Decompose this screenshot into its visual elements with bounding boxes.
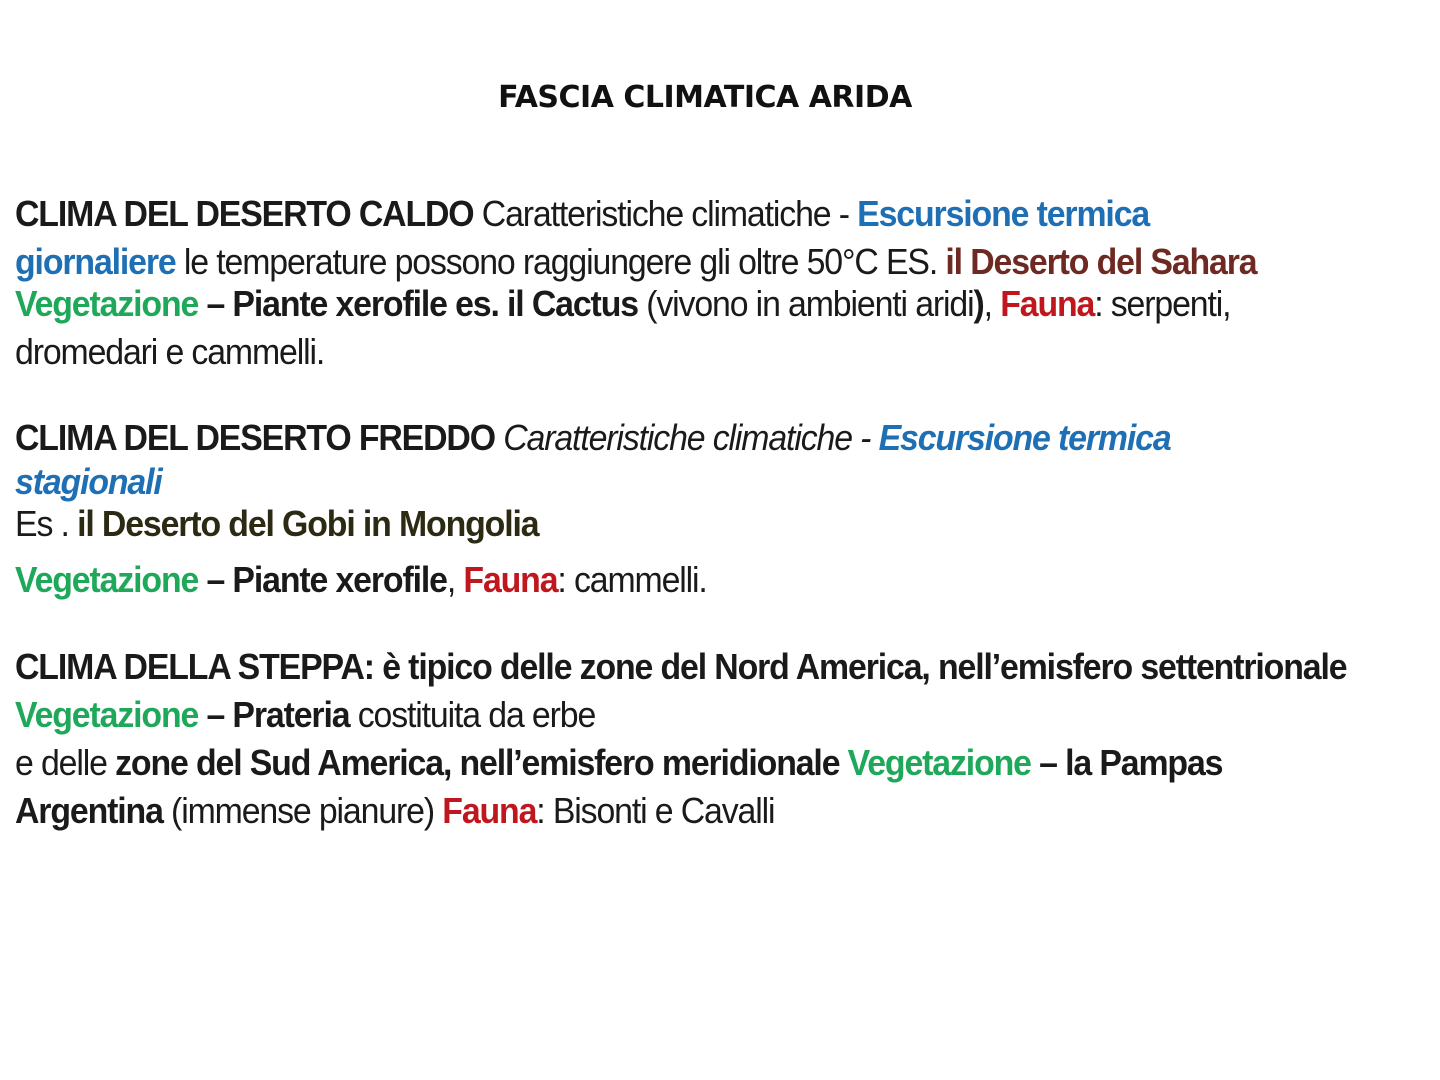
freddo-comma: ,	[446, 559, 464, 600]
steppa-line4-bold: Argentina	[15, 790, 163, 831]
caldo-heading: CLIMA DEL DESERTO CALDO	[15, 193, 474, 234]
steppa-veg-dash-1: – Prateria	[198, 694, 350, 735]
steppa-heading: CLIMA DELLA STEPPA: è tipico delle zone del Nord America, nell’emisfero settentrionale	[15, 646, 1347, 687]
freddo-example: il Deserto del Gobi in Mongolia	[77, 503, 539, 544]
caldo-example: il Deserto del Sahara	[945, 241, 1257, 282]
steppa-veg-dash-2: – la Pampas	[1030, 742, 1223, 783]
page-title: FASCIA CLIMATICA ARIDA	[498, 80, 912, 115]
freddo-fauna-label: Fauna	[463, 559, 558, 600]
caldo-escursione-1: Escursione termica	[857, 193, 1150, 234]
caldo-line-1	[15, 190, 1340, 238]
caldo-subtitle: Caratteristiche climatiche -	[473, 193, 858, 234]
caldo-veg-dash: – Piante xerofile es. il Cactus	[198, 283, 638, 324]
freddo-heading: CLIMA DEL DESERTO FREDDO	[15, 417, 495, 458]
section-deserto-caldo	[15, 190, 1340, 376]
steppa-line4-text: (immense pianure)	[162, 790, 443, 831]
caldo-fauna-label: Fauna	[1000, 283, 1095, 324]
steppa-fauna-text: : Bisonti e Cavalli	[536, 790, 775, 831]
freddo-line-4	[15, 556, 1340, 604]
caldo-fauna-text-2: dromedari e cammelli.	[15, 331, 325, 372]
freddo-line-2	[15, 458, 1340, 506]
freddo-escursione-2: stagionali	[15, 461, 162, 502]
steppa-line-3	[15, 739, 1340, 787]
steppa-line-2	[15, 691, 1340, 739]
caldo-comma: ,	[983, 283, 1001, 324]
freddo-es-prefix: Es .	[15, 503, 78, 544]
steppa-veg-label-1: Vegetazione	[15, 694, 199, 735]
section-deserto-freddo	[15, 414, 1340, 604]
caldo-temperature-text: le temperature possono raggiungere gli oltre 50°C ES.	[175, 241, 946, 282]
freddo-fauna-text: : cammelli.	[557, 559, 707, 600]
freddo-subtitle: Caratteristiche climatiche -	[494, 417, 879, 458]
freddo-line-1	[15, 414, 1340, 462]
caldo-fauna-text-1: : serpenti,	[1094, 283, 1231, 324]
caldo-line-4	[15, 328, 1340, 376]
steppa-line-1	[15, 643, 1347, 691]
caldo-veg-note-close: )	[973, 283, 984, 324]
freddo-escursione-1: Escursione termica	[878, 417, 1171, 458]
steppa-veg-label-2: Vegetazione	[847, 742, 1031, 783]
steppa-line-4	[15, 787, 1340, 835]
caldo-veg-note-open: (vivono in ambienti aridi	[637, 283, 974, 324]
caldo-veg-label: Vegetazione	[15, 283, 199, 324]
section-steppa	[15, 643, 1347, 835]
steppa-line3-prefix: e delle	[15, 742, 116, 783]
freddo-veg-dash: – Piante xerofile	[198, 559, 447, 600]
steppa-line3-bold: zone del Sud America, nell’emisfero meridionale	[115, 742, 848, 783]
freddo-veg-label: Vegetazione	[15, 559, 199, 600]
freddo-line-3	[15, 500, 1340, 548]
caldo-escursione-2: giornaliere	[15, 241, 176, 282]
caldo-line-3	[15, 280, 1340, 328]
steppa-veg-text-1: costituita da erbe	[349, 694, 596, 735]
caldo-line-2	[15, 238, 1340, 286]
steppa-fauna-label: Fauna	[442, 790, 537, 831]
